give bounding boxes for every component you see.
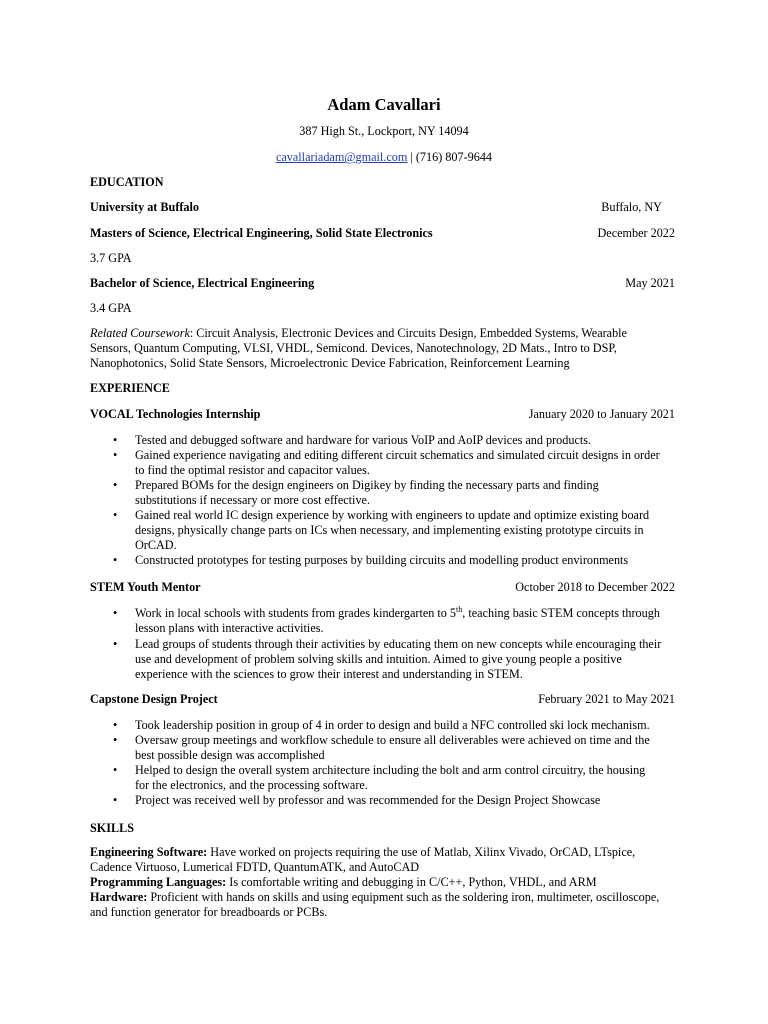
experience-heading: EXPERIENCE <box>90 381 170 395</box>
skills-heading: SKILLS <box>90 821 135 835</box>
job-bullets-vocal <box>90 433 690 568</box>
skills-body: Engineering Software: Have worked on projects requiring the use of Matlab, Xilinx Vivado, OrCAD, LTspice, Cadence Virtuoso, Lumerical FDTD, QuantumATK, and AutoCAD Programming Languages: Is comfortable writing and debugging in C/C++, Python, VHDL, and ARM Hardware: Proficient with hands on skills and using equipment such as the soldering iron, multimeter, oscilloscope, and function generator for breadboards or PCBs. <box>90 845 660 919</box>
list-item: • Helped to design the overall system architecture including the bolt and arm control circuitry, the housing for the electronics, and the processing software. <box>113 763 646 792</box>
job-bullets-stem-rest <box>90 637 690 682</box>
job-title-capstone: Capstone Design Project <box>90 692 218 706</box>
list-item: • Gained experience navigating and editing different circuit schematics and simulated circuit designs in order to find the optimal resistor and capacitor values. <box>113 448 660 477</box>
list-item: • Project was received well by professor and was recommended for the Design Project Showcase <box>113 793 601 807</box>
job-dates-vocal: January 2020 to January 2021 <box>528 407 675 421</box>
resume-name: Adam Cavallari <box>327 95 441 114</box>
job-bullets-stem <box>90 606 690 636</box>
education-heading: EDUCATION <box>90 175 164 189</box>
list-item: • Took leadership position in group of 4 in order to design and build a NFC controlled ski lock mechanism. <box>113 718 650 732</box>
list-item: • Tested and debugged software and hardware for various VoIP and AoIP devices and products. <box>113 433 592 447</box>
list-item: • Gained real world IC design experience by working with engineers to update and optimize existing board designs, physically change parts on ICs when necessary, and implementing existing prototype circuits in OrCAD. <box>113 508 650 552</box>
gpa-masters: 3.7 GPA <box>90 251 132 265</box>
school-name: University at Buffalo <box>90 200 200 214</box>
degree-bachelor: Bachelor of Science, Electrical Engineering <box>90 276 315 290</box>
engineering-software-label: Engineering Software: <box>90 845 208 859</box>
school-location: Buffalo, NY <box>601 200 662 214</box>
job-title-vocal: VOCAL Technologies Internship <box>90 407 261 421</box>
email-link[interactable]: cavallariadam@gmail.com <box>275 150 408 164</box>
gpa-bachelor: 3.4 GPA <box>90 301 132 315</box>
list-item: • Lead groups of students through their activities by educating them on new concepts while encouraging their use and development of problem solving skills and intuition. Aimed to give young people a positive experience with the sciences to grow their interest and understanding in STEM. <box>113 637 662 681</box>
list-item: • Constructed prototypes for testing purposes by building circuits and modelling product environments <box>113 553 629 567</box>
degree-bachelor-date: May 2021 <box>625 276 675 290</box>
job-dates-capstone: February 2021 to May 2021 <box>538 692 675 706</box>
list-item: • Oversaw group meetings and workflow schedule to ensure all deliverables were achieved on time and the best possible design was accomplished <box>113 733 650 762</box>
phone: | (716) 807-9644 <box>407 150 493 164</box>
hardware-label: Hardware: <box>90 890 148 904</box>
contact-line <box>0 150 768 165</box>
coursework-label: Related Coursework <box>90 326 190 340</box>
related-coursework: Related Coursework: Circuit Analysis, Electronic Devices and Circuits Design, Embedded Systems, Wearable Sensors, Quantum Computing, VLSI, VHDL, Semicond. Devices, Nanotechnology, 2D Mats., Intro to DSP, Nanophotonics, Solid State Sensors, Microelectronic Device Fabrication, Reinforcement Learning <box>90 326 627 370</box>
job-dates-stem: October 2018 to December 2022 <box>515 580 675 594</box>
degree-masters: Masters of Science, Electrical Engineering, Solid State Electronics <box>90 226 433 240</box>
job-bullets-capstone <box>90 718 690 808</box>
programming-languages-label: Programming Languages: <box>90 875 227 889</box>
list-item: • Work in local schools with students from grades kindergarten to 5th, teaching basic STEM concepts through lesson plans with interactive activities. <box>113 604 660 635</box>
list-item: • Prepared BOMs for the design engineers on Digikey by finding the necessary parts and finding substitutions if necessary or more cost effective. <box>113 478 599 507</box>
degree-masters-date: December 2022 <box>597 226 675 240</box>
job-title-stem: STEM Youth Mentor <box>90 580 201 594</box>
address: 387 High St., Lockport, NY 14094 <box>299 124 469 138</box>
